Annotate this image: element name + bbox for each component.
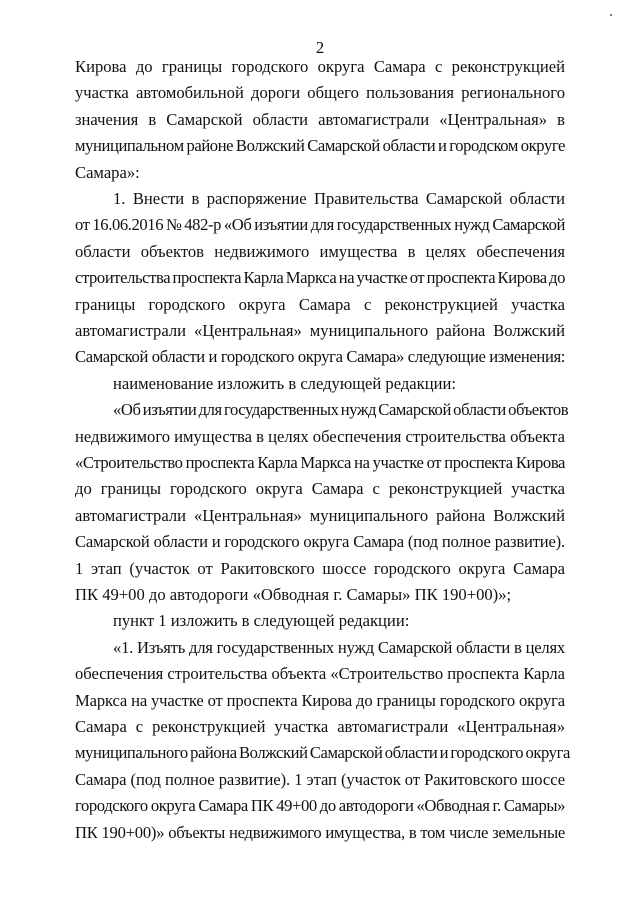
text-line: Кирова до границы городского округа Самара с реконструкцией xyxy=(75,57,565,76)
page-number: 2 xyxy=(315,38,325,57)
text-line: автомагистрали «Центральная» муниципального района Волжский xyxy=(75,505,565,525)
text-line: Самарской области и городского округа Самара (под полное развитие). xyxy=(75,532,565,552)
text-line: «Строительство проспекта Карла Маркса на участке от проспекта Кирова xyxy=(75,453,565,472)
text-line: пункт 1 изложить в следующей редакции: xyxy=(113,611,410,631)
text-line: участка автомобильной дороги общего пользования регионального xyxy=(75,83,565,103)
text-line: строительства проспекта Карла Маркса на участке от проспекта Кирова до xyxy=(75,268,565,288)
text-line: «1. Изъять для государственных нужд Самарской области в целях xyxy=(113,637,565,657)
text-line: от 16.06.2016 № 482-р «Об изъятии для государственных нужд Самарской xyxy=(75,215,565,235)
text-line: городского округа Самара ПК 49+00 до автодороги «Обводная г. Самары» xyxy=(75,796,565,816)
text-line: «Об изъятии для государственных нужд Самарской области объектов xyxy=(113,400,569,420)
text-line: области объектов недвижимого имущества в целях обеспечения xyxy=(75,241,565,261)
text-line: значения в Самарской области автомагистрали «Центральная» в xyxy=(75,109,565,129)
scan-speck xyxy=(610,14,612,16)
text-line: ПК 190+00)» объекты недвижимого имущества, в том числе земельные xyxy=(75,822,565,842)
text-line: 1. Внести в распоряжение Правительства Самарской области xyxy=(113,189,565,208)
text-line: муниципального района Волжский Самарской области и городского округа xyxy=(75,743,570,763)
text-line: Самара»: xyxy=(75,162,140,182)
text-line: Самарской области и городского округа Самара» следующие изменения: xyxy=(75,347,565,367)
text-line: Самара с реконструкцией участка автомагистрали «Центральная» xyxy=(75,717,565,736)
text-line: Маркса на участке от проспекта Кирова до границы городского округа xyxy=(75,690,565,710)
text-line: наименование изложить в следующей редакции: xyxy=(113,373,456,393)
text-line: границы городского округа Самара с реконструкцией участка xyxy=(75,294,565,314)
text-line: обеспечения строительства объекта «Строительство проспекта Карла xyxy=(75,664,565,684)
text-line: до границы городского округа Самара с реконструкцией участка xyxy=(75,479,565,499)
text-line: муниципальном районе Волжский Самарской области и городском округе xyxy=(75,136,565,156)
text-line: Самара (под полное развитие). 1 этап (участок от Ракитовского шоссе xyxy=(75,769,565,789)
text-line: 1 этап (участок от Ракитовского шоссе городского округа Самара xyxy=(75,558,565,578)
text-line: ПК 49+00 до автодороги «Обводная г. Самары» ПК 190+00)»; xyxy=(75,585,512,604)
text-line: автомагистрали «Центральная» муниципального района Волжский xyxy=(75,321,565,340)
text-line: недвижимого имущества в целях обеспечения строительства объекта xyxy=(75,426,565,446)
